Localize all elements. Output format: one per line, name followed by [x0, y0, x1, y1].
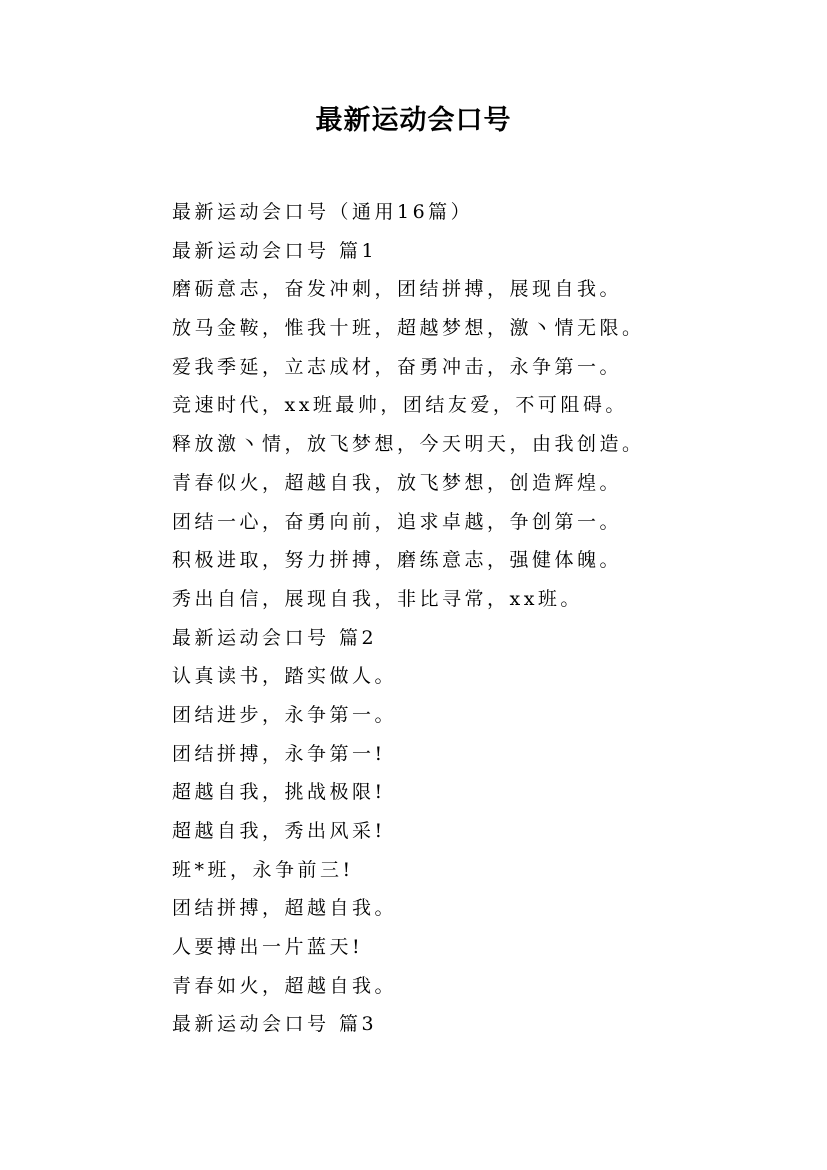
- slogan-line: 团结拼搏，永争第一!: [172, 742, 386, 765]
- section-heading-3: 最新运动会口号 篇3: [172, 1013, 378, 1036]
- slogan-line: 人要搏出一片蓝天!: [172, 936, 364, 959]
- document-body: [172, 193, 772, 1044]
- slogan-line: 竞速时代，xx班最帅，团结友爱，不可阻碍。: [172, 394, 628, 417]
- slogan-line: 释放激丶情，放飞梦想，今天明天，由我创造。: [172, 433, 645, 456]
- slogan-line: 团结一心，奋勇向前，追求卓越，争创第一。: [172, 510, 623, 533]
- section-heading-2: 最新运动会口号 篇2: [172, 626, 378, 649]
- section-heading-1: 最新运动会口号 篇1: [172, 239, 378, 262]
- slogan-line: 认真读书，踏实做人。: [172, 665, 398, 688]
- subtitle-line: 最新运动会口号（通用16篇）: [172, 201, 474, 223]
- slogan-line: 积极进取，努力拼搏，磨练意志，强健体魄。: [172, 549, 623, 572]
- slogan-line: 爱我季延，立志成材，奋勇冲击，永争第一。: [172, 355, 623, 378]
- slogan-line: 青春如火，超越自我。: [172, 974, 398, 997]
- slogan-line: 青春似火，超越自我，放飞梦想，创造辉煌。: [172, 471, 623, 494]
- document-title: 最新运动会口号: [315, 105, 512, 136]
- slogan-line: 超越自我，秀出风采!: [172, 820, 386, 842]
- slogan-line: 团结拼搏，超越自我。: [172, 897, 398, 920]
- slogan-line: 班*班，永争前三!: [172, 858, 354, 881]
- slogan-line: 秀出自信，展现自我，非比寻常，xx班。: [172, 587, 583, 610]
- slogan-line: 放马金鞍，惟我十班，超越梦想，激丶情无限。: [172, 317, 645, 340]
- slogan-line: 超越自我，挑战极限!: [172, 781, 386, 804]
- slogan-line: 团结进步，永争第一。: [172, 703, 398, 726]
- slogan-line: 磨砺意志，奋发冲刺，团结拼搏，展现自我。: [172, 278, 623, 301]
